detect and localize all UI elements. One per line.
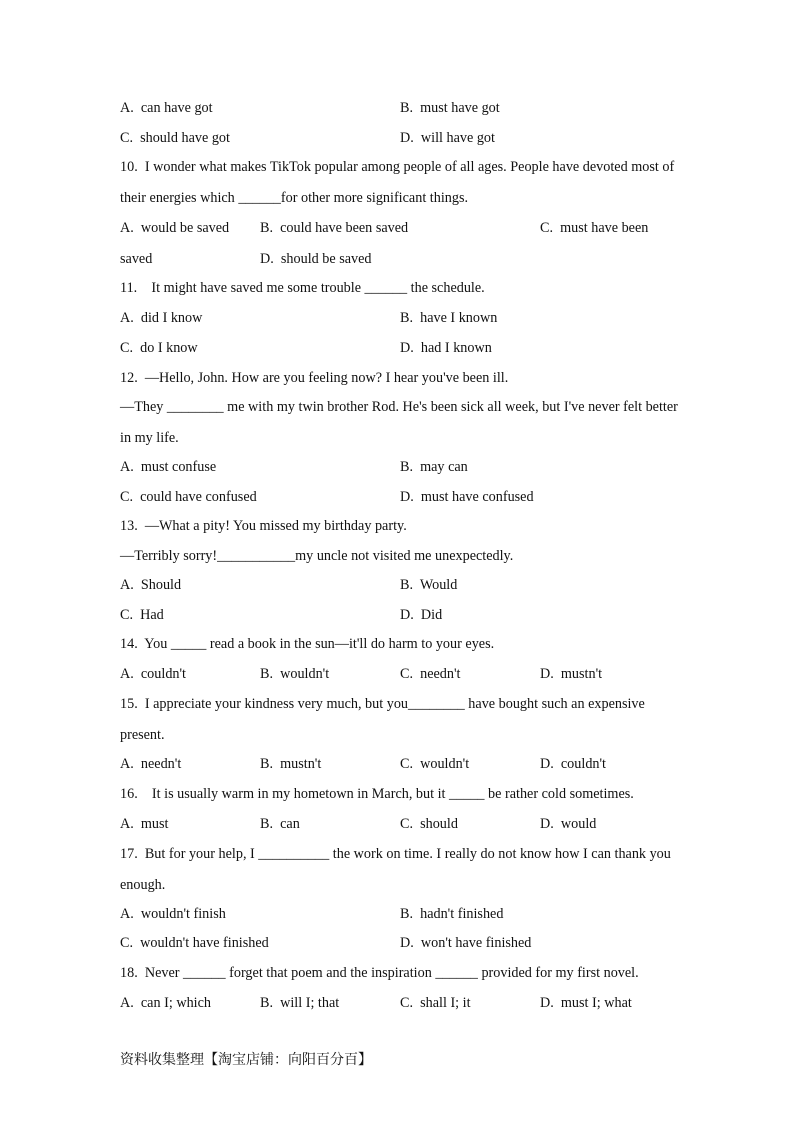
- q18-stem: 18. Never ______ forget that poem and the inspiration ______ provided for my first novel.: [120, 965, 639, 981]
- q17-option-b: B. hadn't finished: [400, 906, 504, 922]
- q16-option-a: A. must: [120, 816, 169, 832]
- q18-option-b: B. will I; that: [260, 995, 340, 1011]
- q18-options-row: [0, 996, 800, 1012]
- q10-options-row-1: [0, 221, 800, 237]
- q14-option-a: A. couldn't: [120, 666, 186, 682]
- q18-option-d: D. must I; what: [540, 995, 632, 1011]
- q9-option-a: A. can have got: [120, 100, 213, 116]
- q13-options-row-2: [0, 608, 800, 624]
- q14-option-c: C. needn't: [400, 666, 461, 682]
- q17-option-a: A. wouldn't finish: [120, 906, 226, 922]
- q12-option-b: B. may can: [400, 459, 468, 475]
- q9-options-row-2: [0, 131, 800, 147]
- q16-option-c: C. should: [400, 816, 458, 832]
- q14-option-d: D. mustn't: [540, 666, 603, 682]
- q9-option-d: D. will have got: [400, 130, 495, 146]
- q16-stem: 16. It is usually warm in my hometown in March, but it _____ be rather cold sometimes.: [120, 786, 634, 802]
- q12-stem-line-3: in my life.: [120, 430, 179, 446]
- q12-option-a: A. must confuse: [120, 459, 217, 475]
- q11-stem: 11. It might have saved me some trouble ______ the schedule.: [120, 280, 485, 296]
- q18-option-c: C. shall I; it: [400, 995, 471, 1011]
- q16-options-row: [0, 817, 800, 833]
- q10-option-c: C. must have been: [540, 220, 649, 236]
- q10-option-d: D. should be saved: [260, 251, 372, 267]
- q13-options-row-1: [0, 578, 800, 594]
- q16-option-b: B. can: [260, 816, 300, 832]
- q12-option-d: D. must have confused: [400, 489, 534, 505]
- q12-option-c: C. could have confused: [120, 489, 257, 505]
- q18-option-a: A. can I; which: [120, 995, 212, 1011]
- q11-options-row-1: [0, 311, 800, 327]
- q13-option-c: C. Had: [120, 607, 164, 623]
- q10-option-b: B. could have been saved: [260, 220, 409, 236]
- q14-option-b: B. wouldn't: [260, 666, 330, 682]
- q11-options-row-2: [0, 341, 800, 357]
- q10-stem-line-1: 10. I wonder what makes TikTok popular among people of all ages. People have devoted most of: [120, 159, 675, 175]
- q15-option-a: A. needn't: [120, 756, 182, 772]
- q14-stem: 14. You _____ read a book in the sun—it'll do harm to your eyes.: [120, 636, 495, 652]
- q9-options-row-1: [0, 101, 800, 117]
- q17-options-row-1: [0, 907, 800, 923]
- q16-option-d: D. would: [540, 816, 597, 832]
- q9-option-b: B. must have got: [400, 100, 500, 116]
- q12-stem-line-2: —They ________ me with my twin brother Rod. He's been sick all week, but I've never felt better: [120, 399, 678, 415]
- q15-option-b: B. mustn't: [260, 756, 322, 772]
- q15-stem-line-2: present.: [120, 727, 165, 743]
- q15-options-row: [0, 757, 800, 773]
- q15-stem-line-1: 15. I appreciate your kindness very much, but you________ have bought such an expensive: [120, 696, 645, 712]
- q12-stem-line-1: 12. —Hello, John. How are you feeling now? I hear you've been ill.: [120, 370, 509, 386]
- q13-option-a: A. Should: [120, 577, 182, 593]
- q17-options-row-2: [0, 936, 800, 952]
- q11-option-a: A. did I know: [120, 310, 203, 326]
- q14-options-row: [0, 667, 800, 683]
- page-footer: 资料收集整理【淘宝店铺：向阳百分百】: [120, 1052, 372, 1068]
- q11-option-c: C. do I know: [120, 340, 198, 356]
- q17-stem-line-1: 17. But for your help, I __________ the work on time. I really do not know how I can thank you: [120, 846, 671, 862]
- q17-option-c: C. wouldn't have finished: [120, 935, 269, 951]
- q17-option-d: D. won't have finished: [400, 935, 532, 951]
- q13-option-b: B. Would: [400, 577, 458, 593]
- q10-option-c-continued: saved: [120, 251, 153, 267]
- q9-option-c: C. should have got: [120, 130, 230, 146]
- q15-option-d: D. couldn't: [540, 756, 606, 772]
- q10-option-a: A. would be saved: [120, 220, 230, 236]
- q11-option-d: D. had I known: [400, 340, 492, 356]
- q13-option-d: D. Did: [400, 607, 443, 623]
- q12-options-row-2: [0, 490, 800, 506]
- q10-stem-line-2: their energies which ______for other more significant things.: [120, 190, 469, 206]
- q17-stem-line-2: enough.: [120, 877, 166, 893]
- q13-stem-line-1: 13. —What a pity! You missed my birthday party.: [120, 518, 407, 534]
- q11-option-b: B. have I known: [400, 310, 498, 326]
- q13-stem-line-2: —Terribly sorry!___________my uncle not visited me unexpectedly.: [120, 548, 514, 564]
- q15-option-c: C. wouldn't: [400, 756, 470, 772]
- q12-options-row-1: [0, 460, 800, 476]
- q10-options-row-2: [0, 252, 800, 268]
